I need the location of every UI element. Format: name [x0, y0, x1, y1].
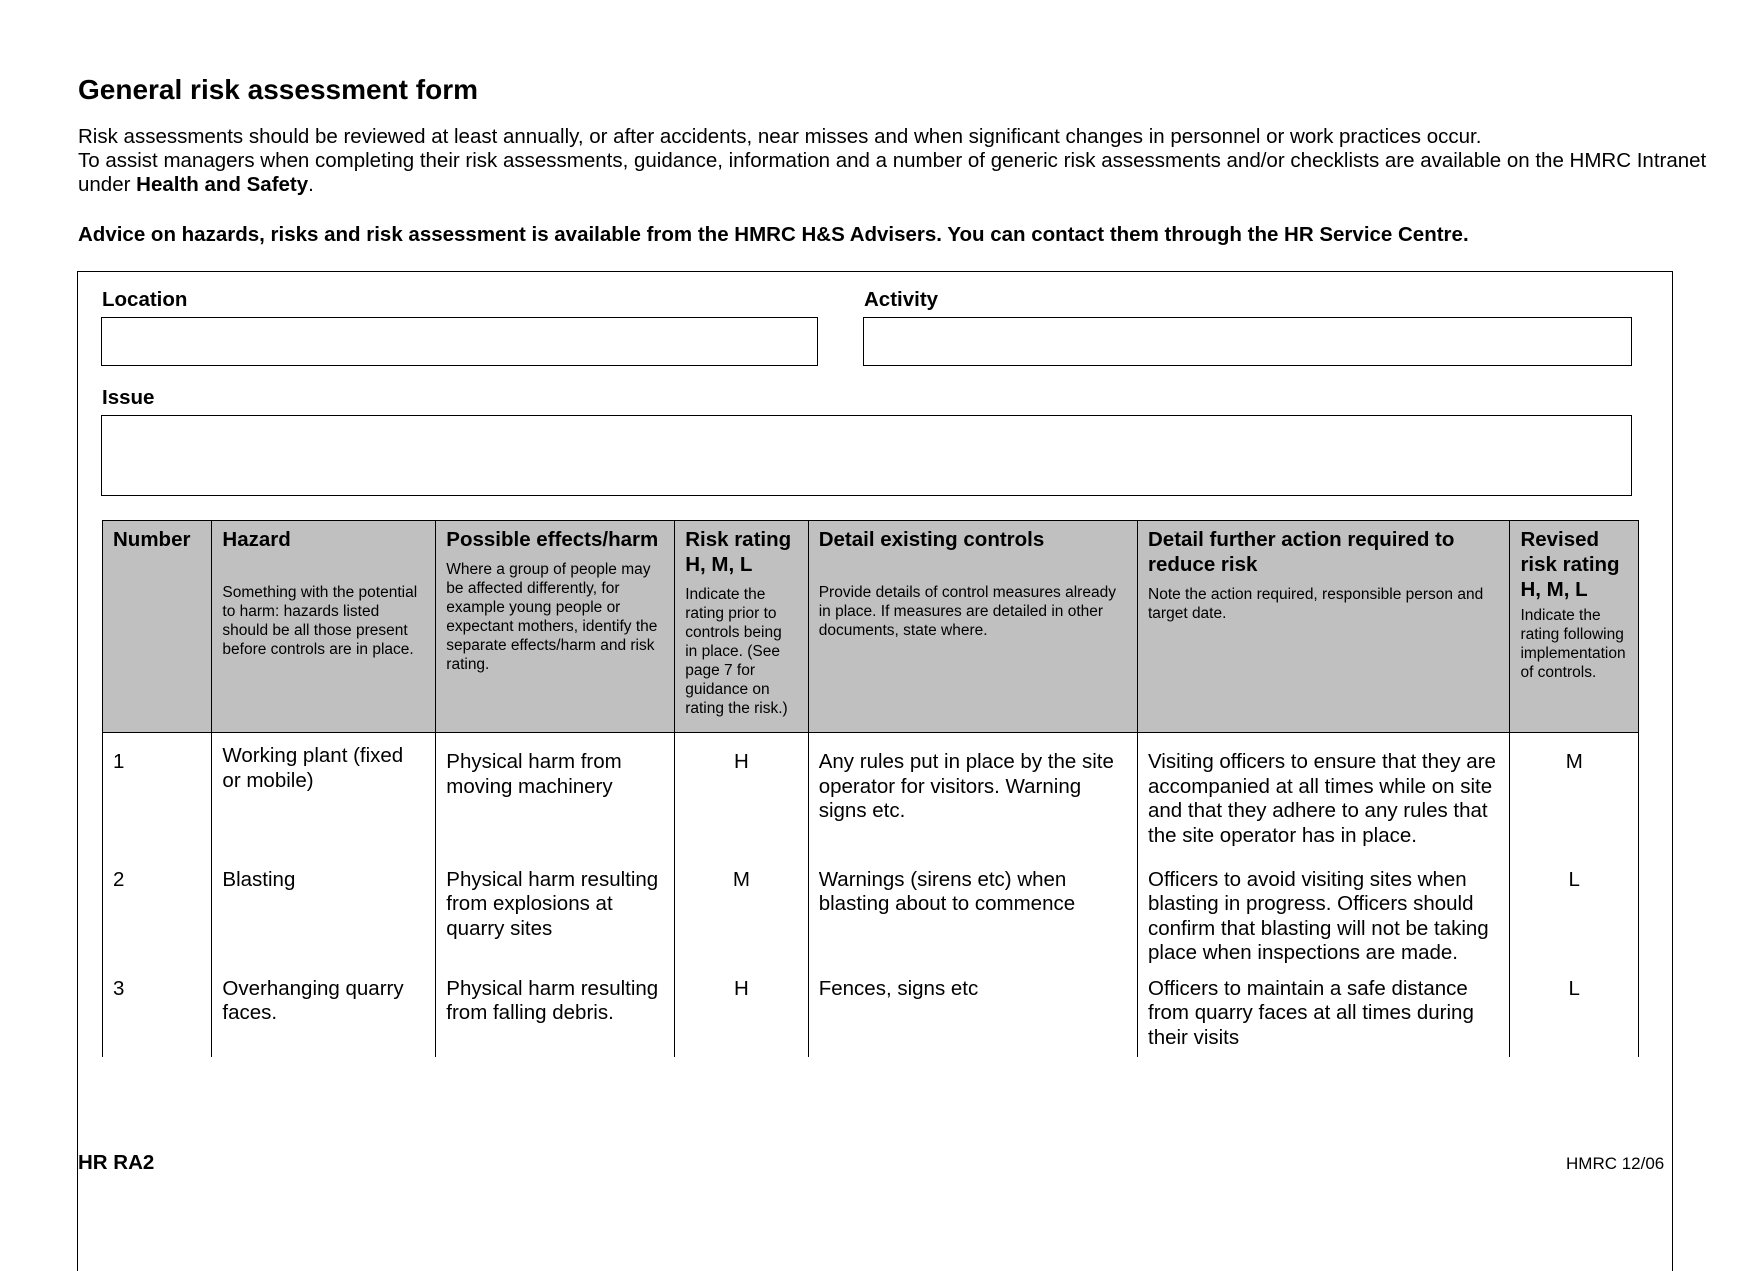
cell-action: Visiting officers to ensure that they are accompanied at all times while on site and that they adhere to any rules that the site operator has in place.: [1138, 733, 1510, 865]
cell-number: 3: [103, 974, 212, 1057]
header-further-action: Detail further action required to reduce risk Note the action required, responsible person and target date.: [1138, 521, 1510, 733]
form-code: HR RA2: [78, 1151, 155, 1174]
cell-effects: Physical harm resulting from explosions at quarry sites: [436, 865, 675, 974]
table-header-row: [103, 521, 1639, 733]
header-existing-controls: Detail existing controls Provide details of control measures already in place. If measures are detailed in other documents, state where.: [808, 521, 1137, 733]
cell-rating: H: [675, 974, 809, 1057]
risk-table: [102, 520, 1639, 1057]
activity-field[interactable]: [863, 317, 1632, 366]
intro-text: [78, 125, 1718, 197]
intro-line-1: Risk assessments should be reviewed at least annually, or after accidents, near misses and when significant changes in personnel or work practices occur.: [78, 125, 1482, 148]
activity-label: Activity: [864, 288, 939, 311]
header-number: Number: [103, 521, 212, 733]
form-version: HMRC 12/06: [1566, 1154, 1665, 1173]
cell-revised: M: [1510, 733, 1639, 865]
cell-effects: Physical harm resulting from falling debris.: [436, 974, 675, 1057]
cell-action: Officers to avoid visiting sites when blasting in progress. Officers should confirm that blasting will not be taking place when inspections are made.: [1138, 865, 1510, 974]
health-and-safety-link-text: Health and Safety: [136, 173, 309, 196]
issue-field[interactable]: [101, 415, 1632, 496]
header-hazard: Hazard Something with the potential to harm: hazards listed should be all those present before controls are in place.: [212, 521, 436, 733]
header-revised-rating: Revised risk rating H, M, L Indicate the rating following implementation of controls.: [1510, 521, 1639, 733]
cell-rating: M: [675, 865, 809, 974]
cell-number: 1: [103, 733, 212, 865]
table-row: [103, 974, 1639, 1057]
header-risk-rating: Risk rating H, M, L Indicate the rating prior to controls being in place. (See page 7 for guidance on rating the risk.): [675, 521, 809, 733]
cell-number: 2: [103, 865, 212, 974]
cell-controls: Any rules put in place by the site operator for visitors. Warning signs etc.: [808, 733, 1137, 865]
cell-rating: H: [675, 733, 809, 865]
header-effects: Possible effects/harm Where a group of people may be affected differently, for example young people or expectant mothers, identify the separate effects/harm and risk rating.: [436, 521, 675, 733]
location-field[interactable]: [101, 317, 818, 366]
cell-controls: Fences, signs etc: [808, 974, 1137, 1057]
cell-hazard: Working plant (fixed or mobile): [212, 733, 436, 865]
intro-line-2: [78, 149, 1718, 197]
page-title: General risk assessment form: [78, 74, 478, 105]
cell-controls: Warnings (sirens etc) when blasting about to commence: [808, 865, 1137, 974]
cell-effects: Physical harm from moving machinery: [436, 733, 675, 865]
cell-revised: L: [1510, 865, 1639, 974]
location-label: Location: [102, 288, 188, 311]
advice-text: Advice on hazards, risks and risk assessment is available from the HMRC H&S Advisers. You can contact them through the HR Service Centre.: [78, 223, 1469, 246]
table-row: [103, 733, 1639, 865]
issue-label: Issue: [102, 386, 155, 409]
table-row: [103, 865, 1639, 974]
cell-action: Officers to maintain a safe distance from quarry faces at all times during their visits: [1138, 974, 1510, 1057]
intro-line-2-end: .: [308, 173, 314, 196]
cell-hazard: Blasting: [212, 865, 436, 974]
cell-hazard: Overhanging quarry faces.: [212, 974, 436, 1057]
cell-revised: L: [1510, 974, 1639, 1057]
intro-line-2-start: To assist managers when completing their risk assessments, guidance, information and a number of generic risk assessments and/or checklists are available on the HMRC Intranet under: [78, 149, 1707, 196]
